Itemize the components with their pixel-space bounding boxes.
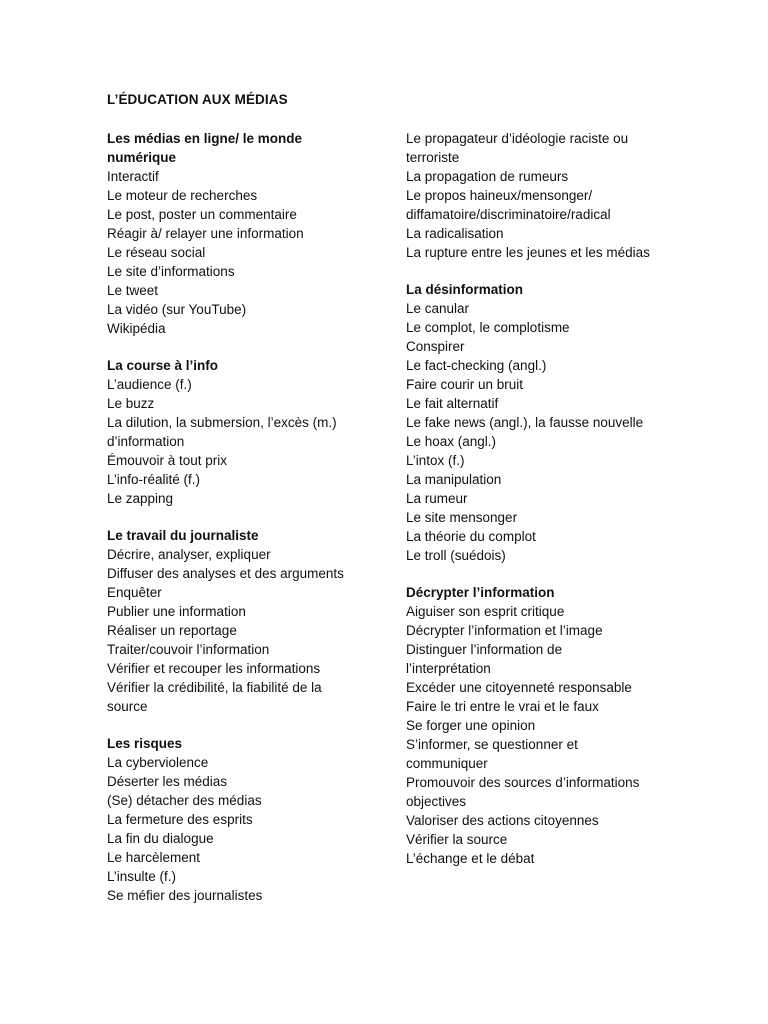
section-travail-journaliste: [107, 526, 397, 716]
list-item: Wikipédia: [107, 321, 166, 336]
list-item: La fin du dialogue: [107, 831, 214, 846]
list-item: La rumeur: [406, 491, 468, 506]
left-column: [107, 129, 397, 923]
list-item: Le propagateur d’idéologie raciste ou terroriste: [406, 131, 629, 165]
list-item: L’intox (f.): [406, 453, 465, 468]
list-item: Réagir à/ relayer une information: [107, 226, 304, 241]
section-heading: Le travail du journaliste: [107, 528, 259, 543]
list-item: Le site mensonger: [406, 510, 518, 525]
list-item: La théorie du complot: [406, 529, 536, 544]
list-item: Diffuser des analyses et des arguments: [107, 566, 344, 581]
section-risques: [107, 734, 397, 905]
list-item: Distinguer l’information de l’interprétation: [406, 642, 563, 676]
list-item: Le complot, le complotisme: [406, 320, 570, 335]
section-medias-en-ligne: [107, 129, 397, 338]
list-item: Le troll (suédois): [406, 548, 506, 563]
list-item: Faire courir un bruit: [406, 377, 524, 392]
list-item: Le canular: [406, 301, 470, 316]
list-item: La dilution, la submersion, l’excès (m.) d’information: [107, 415, 337, 449]
list-item: La vidéo (sur YouTube): [107, 302, 247, 317]
list-item: Vérifier et recouper les informations: [107, 661, 321, 676]
list-item: Aiguiser son esprit critique: [406, 604, 565, 619]
list-item: Traiter/couvoir l’information: [107, 642, 270, 657]
section-desinformation: [406, 280, 706, 565]
list-item: La manipulation: [406, 472, 502, 487]
list-item: Décrire, analyser, expliquer: [107, 547, 271, 562]
list-item: Le zapping: [107, 491, 174, 506]
list-item: Déserter les médias: [107, 774, 228, 789]
list-item: Décrypter l’information et l’image: [406, 623, 603, 638]
section-heading: Les risques: [107, 736, 183, 751]
list-item: La cyberviolence: [107, 755, 209, 770]
page-title: L’ÉDUCATION AUX MÉDIAS: [107, 92, 288, 107]
list-item: Le réseau social: [107, 245, 206, 260]
list-item: La radicalisation: [406, 226, 504, 241]
list-item: Valoriser des actions citoyennes: [406, 813, 599, 828]
list-item: Le propos haineux/mensonger/ diffamatoire/discriminatoire/radical: [406, 188, 611, 222]
list-item: Promouvoir des sources d’informations objectives: [406, 775, 640, 809]
list-item: L’info-réalité (f.): [107, 472, 201, 487]
list-item: Le moteur de recherches: [107, 188, 258, 203]
list-item: La fermeture des esprits: [107, 812, 253, 827]
section-heading: Décrypter l’information: [406, 585, 555, 600]
list-item: (Se) détacher des médias: [107, 793, 262, 808]
list-item: Le fact-checking (angl.): [406, 358, 547, 373]
right-column: [406, 129, 706, 886]
list-item: L’insulte (f.): [107, 869, 177, 884]
list-item: Le tweet: [107, 283, 159, 298]
section-heading: La course à l’info: [107, 358, 219, 373]
list-item: Le hoax (angl.): [406, 434, 497, 449]
list-item: Faire le tri entre le vrai et le faux: [406, 699, 599, 714]
section-decrypter: [406, 583, 706, 868]
list-item: Le fake news (angl.), la fausse nouvelle: [406, 415, 644, 430]
list-item: La rupture entre les jeunes et les médias: [406, 245, 650, 260]
list-item: S’informer, se questionner et communiquer: [406, 737, 578, 771]
list-item: Vérifier la source: [406, 832, 508, 847]
list-item: Excéder une citoyenneté responsable: [406, 680, 632, 695]
list-item: Publier une information: [107, 604, 246, 619]
list-item: Conspirer: [406, 339, 465, 354]
section-heading: La désinformation: [406, 282, 524, 297]
list-item: Le post, poster un commentaire: [107, 207, 297, 222]
list-item: Le harcèlement: [107, 850, 201, 865]
list-item: Réaliser un reportage: [107, 623, 237, 638]
list-item: La propagation de rumeurs: [406, 169, 569, 184]
list-item: L’échange et le débat: [406, 851, 535, 866]
section-heading: Les médias en ligne/ le monde numérique: [107, 131, 303, 165]
list-item: Se méfier des journalistes: [107, 888, 263, 903]
list-item: L’audience (f.): [107, 377, 192, 392]
list-item: Le site d’informations: [107, 264, 235, 279]
list-item: Le buzz: [107, 396, 155, 411]
list-item: Émouvoir à tout prix: [107, 453, 228, 468]
list-item: Vérifier la crédibilité, la fiabilité de la source: [107, 680, 322, 714]
section-course-info: [107, 356, 397, 508]
list-item: Se forger une opinion: [406, 718, 536, 733]
list-item: Le fait alternatif: [406, 396, 499, 411]
section-risques-continued: [406, 129, 706, 262]
list-item: Enquêter: [107, 585, 162, 600]
list-item: Interactif: [107, 169, 159, 184]
